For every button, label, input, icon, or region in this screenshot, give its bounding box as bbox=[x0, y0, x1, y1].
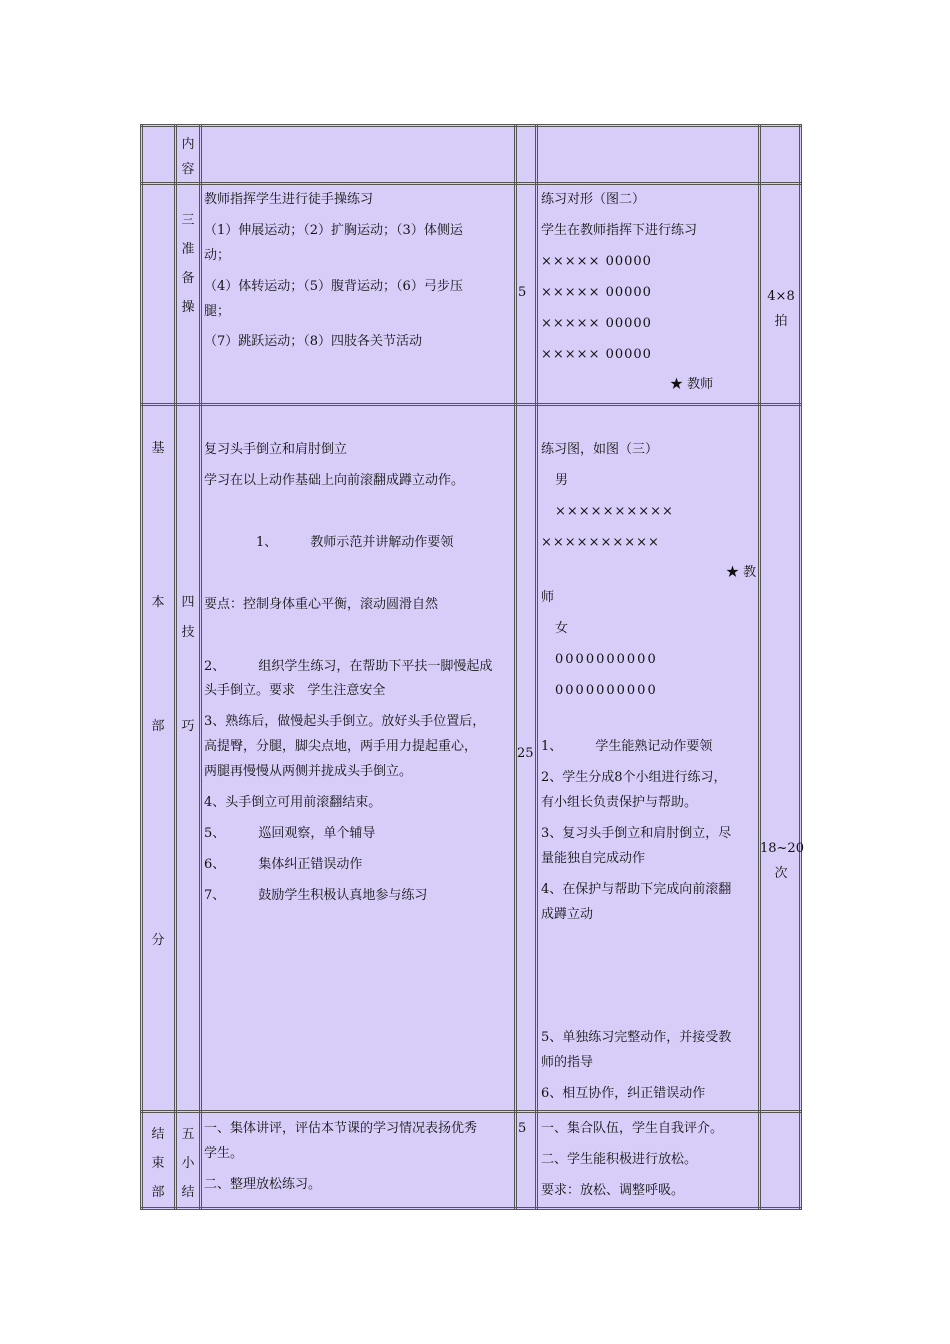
end-section-label bbox=[144, 1120, 172, 1207]
formation-row: ××××× 00000 bbox=[541, 285, 652, 300]
basic-org-line: 女 bbox=[555, 621, 569, 636]
basic-content-line: 7、 鼓励学生积极认真地参与练习 bbox=[204, 888, 428, 903]
formation-row: ××××× 00000 bbox=[541, 254, 652, 269]
end-topic-label bbox=[178, 1120, 198, 1207]
column-divider bbox=[514, 124, 517, 1210]
prep-org-line: 练习对形（图二） bbox=[541, 192, 646, 207]
formation-row: 0000000000 bbox=[555, 652, 658, 667]
basic-org-line: 3、复习头手倒立和肩肘倒立，尽 bbox=[541, 826, 732, 841]
formation-row: ××××× 00000 bbox=[541, 316, 652, 331]
column-divider bbox=[535, 124, 538, 1210]
basic-content-line: 学习在以上动作基础上向前滚翻成蹲立动作。 bbox=[204, 473, 465, 488]
basic-content-line: 2、 组织学生练习，在帮助下平扶一脚慢起成 bbox=[204, 659, 493, 674]
basic-org-line: 5、单独练习完整动作，并接受教 bbox=[541, 1030, 732, 1045]
end-topic-char: 结 bbox=[181, 1185, 195, 1200]
basic-content-line: 1、 教师示范并讲解动作要领 bbox=[256, 535, 454, 550]
row-divider bbox=[140, 182, 802, 185]
prep-amount-unit: 拍 bbox=[774, 314, 788, 329]
end-content-line: 一、集体讲评，评估本节课的学习情况表扬优秀 bbox=[204, 1121, 478, 1136]
prep-label-char: 准 bbox=[181, 242, 195, 257]
basic-org-line: 6、相互协作，纠正错误动作 bbox=[541, 1086, 706, 1101]
basic-amount-value: 18~20 bbox=[760, 841, 804, 856]
header-char: 容 bbox=[181, 162, 195, 177]
basic-org-line: 练习图，如图（三） bbox=[541, 442, 659, 457]
prep-label-char: 三 bbox=[181, 213, 195, 228]
basic-org-line: 成蹲立动 bbox=[541, 907, 594, 922]
basic-label-char: 基 bbox=[151, 441, 165, 456]
basic-org-line: 4、在保护与帮助下完成向前滚翻 bbox=[541, 882, 732, 897]
basic-content-line: 高提臀，分腿，脚尖点地，两手用力提起重心， bbox=[204, 739, 478, 754]
formation-row: 0000000000 bbox=[555, 683, 658, 698]
table-border-left bbox=[140, 124, 143, 1210]
basic-org-line: 量能独自完成动作 bbox=[541, 851, 646, 866]
end-content-line: 学生。 bbox=[204, 1146, 244, 1161]
header-content-label bbox=[178, 132, 198, 182]
row-divider bbox=[140, 403, 802, 406]
prep-org-line: 学生在教师指挥下进行练习 bbox=[541, 223, 698, 238]
basic-topic-char: 巧 bbox=[181, 719, 195, 734]
basic-org-line: 师的指导 bbox=[541, 1055, 594, 1070]
end-org-line: 要求：放松、调整呼吸。 bbox=[541, 1183, 685, 1198]
table-border-top bbox=[140, 124, 802, 127]
formation-row: ×××××××××× bbox=[541, 535, 660, 550]
end-topic-char: 小 bbox=[181, 1156, 195, 1171]
column-divider bbox=[174, 124, 177, 1210]
basic-label-char: 分 bbox=[151, 933, 165, 948]
basic-topic-char: 技 bbox=[181, 625, 195, 640]
basic-org-line: 师 bbox=[541, 590, 555, 605]
teacher-star-label: ★ 教 bbox=[726, 565, 757, 580]
basic-label-char: 部 bbox=[151, 719, 165, 734]
basic-org-line: 2、学生分成8个小组进行练习， bbox=[541, 770, 727, 785]
prep-time: 5 bbox=[518, 285, 527, 300]
basic-amount bbox=[760, 836, 802, 886]
basic-content-line: 6、 集体纠正错误动作 bbox=[204, 857, 363, 872]
end-topic-char: 五 bbox=[181, 1127, 195, 1142]
end-label-char: 部 bbox=[151, 1185, 165, 1200]
basic-content-line: 5、 巡回观察，单个辅导 bbox=[204, 826, 376, 841]
prep-content-line: （7）跳跃运动；（8）四肢各关节活动 bbox=[204, 334, 423, 349]
end-time: 5 bbox=[518, 1121, 527, 1136]
basic-amount-unit: 次 bbox=[774, 866, 788, 881]
prep-content-line: 教师指挥学生进行徒手操练习 bbox=[204, 192, 374, 207]
prep-amount bbox=[760, 284, 802, 334]
table-border-bottom bbox=[140, 1207, 802, 1210]
prep-section-label bbox=[178, 206, 198, 322]
end-label-char: 结 bbox=[151, 1127, 165, 1142]
teacher-star-label: ★ 教师 bbox=[670, 377, 714, 392]
formation-row: ×××××××××× bbox=[555, 504, 674, 519]
end-org-line: 二、学生能积极进行放松。 bbox=[541, 1152, 698, 1167]
basic-org-line: 男 bbox=[555, 473, 569, 488]
lesson-plan-table bbox=[140, 124, 802, 1210]
basic-content-line: 两腿再慢慢从两侧并拢成头手倒立。 bbox=[204, 764, 413, 779]
basic-content-line: 复习头手倒立和肩肘倒立 bbox=[204, 442, 348, 457]
header-char: 内 bbox=[181, 137, 195, 152]
formation-row: ××××× 00000 bbox=[541, 347, 652, 362]
basic-topic-char: 四 bbox=[181, 595, 195, 610]
basic-org-line: 有小组长负责保护与帮助。 bbox=[541, 795, 698, 810]
end-content-line: 二、整理放松练习。 bbox=[204, 1177, 322, 1192]
prep-content-line: （4）体转运动；（5）腹背运动；（6）弓步压 bbox=[204, 279, 463, 294]
prep-content-line: 动； bbox=[204, 248, 231, 263]
basic-org-line: 1、 学生能熟记动作要领 bbox=[541, 739, 713, 754]
prep-label-char: 操 bbox=[181, 300, 195, 315]
column-divider bbox=[199, 124, 202, 1210]
basic-content-line: 4、头手倒立可用前滚翻结束。 bbox=[204, 795, 382, 810]
prep-label-char: 备 bbox=[181, 271, 195, 286]
basic-content-line: 头手倒立。要求 学生注意安全 bbox=[204, 683, 386, 698]
basic-time: 25 bbox=[517, 746, 534, 761]
basic-content-line: 要点：控制身体重心平衡，滚动圆滑自然 bbox=[204, 597, 439, 612]
prep-amount-value: 4×8 bbox=[767, 289, 795, 304]
end-org-line: 一、集合队伍，学生自我评介。 bbox=[541, 1121, 724, 1136]
prep-content-line: （1）伸展运动；（2）扩胸运动；（3）体侧运 bbox=[204, 223, 463, 238]
row-divider bbox=[140, 1110, 802, 1113]
end-label-char: 束 bbox=[151, 1156, 165, 1171]
prep-content-line: 腿； bbox=[204, 304, 231, 319]
basic-content-line: 3、熟练后，做慢起头手倒立。放好头手位置后， bbox=[204, 714, 486, 729]
basic-label-char: 本 bbox=[151, 595, 165, 610]
